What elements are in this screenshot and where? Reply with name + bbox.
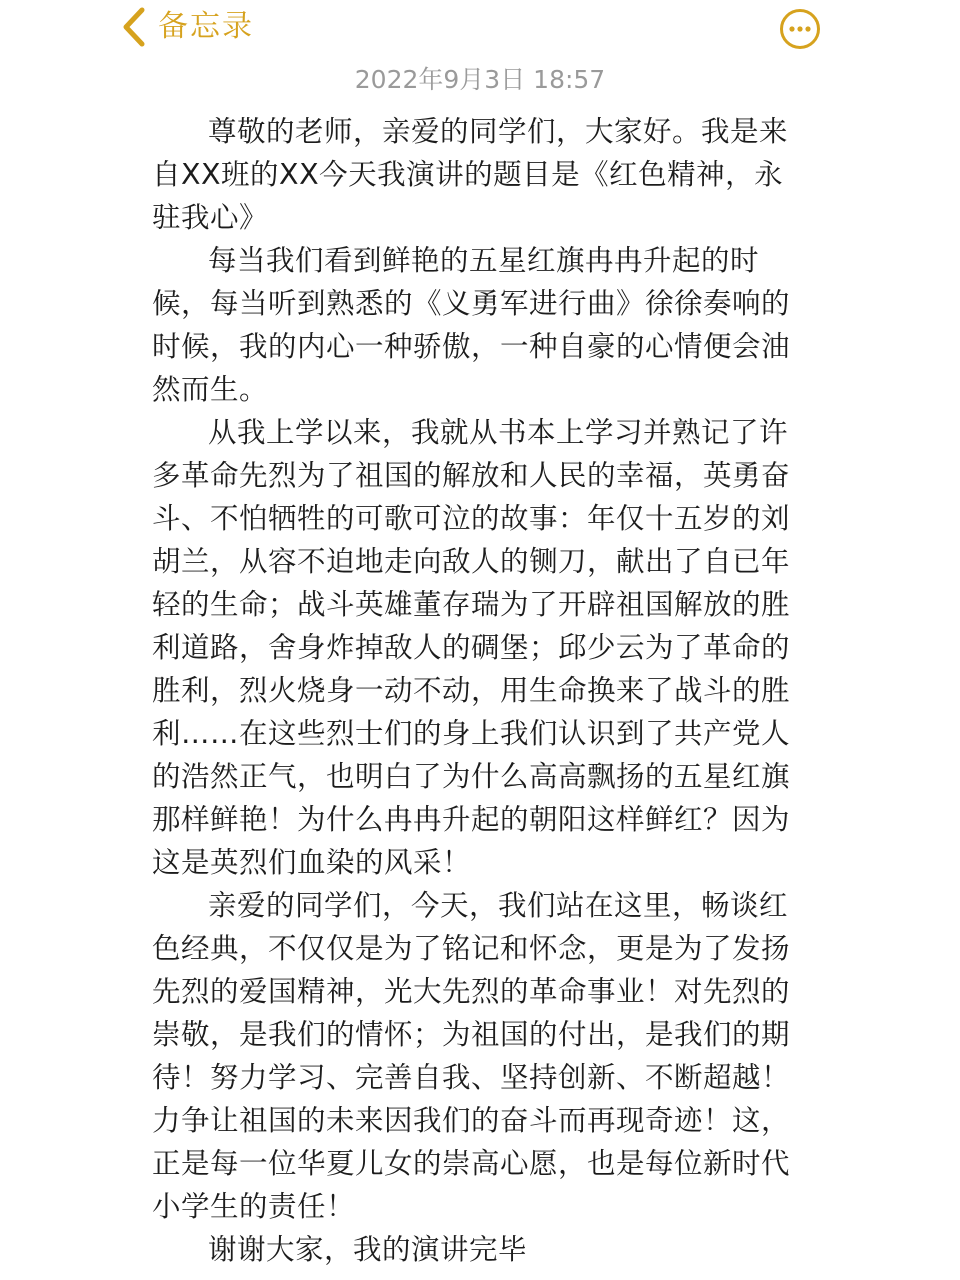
note-paragraph: 每当我们看到鲜艳的五星红旗冉冉升起的时候，每当听到熟悉的《义勇军进行曲》徐徐奏响的时候，我的内心一种骄傲，一种自豪的心情便会油然而生。 (152, 244, 791, 406)
note-paragraph: 从我上学以来，我就从书本上学习并熟记了许多革命先烈为了祖国的解放和人民的幸福，英勇奋斗、不怕牺牲的可歌可泣的故事：年仅十五岁的刘胡兰，从容不迫地走向敌人的铡刀，献出了自已年轻的生命；战斗英雄董存瑞为了开辟祖国解放的胜利道路，舍身炸掉敌人的碉堡；邱少云为了革命的胜利，烈火烧身一动不动，用生命换来了战斗的胜利……在这些烈士们的身上我们认识到了共产党人的浩然正气，也明白了为什么高高飘扬的五星红旗那样鲜艳！为什么冉冉升起的朝阳这样鲜红？因为这是英烈们血染的风采！ (152, 416, 791, 879)
navigation-bar (0, 0, 960, 56)
note-paragraph: 谢谢大家，我的演讲完毕 (208, 1233, 528, 1266)
ellipsis-circle-icon (779, 8, 821, 50)
back-button-label: 备忘录 (158, 9, 254, 44)
note-body[interactable] (152, 110, 802, 1271)
note-paragraph: 亲爱的同学们，今天，我们站在这里，畅谈红色经典，不仅仅是为了铭记和怀念，更是为了发扬先烈的爱国精神，光大先烈的革命事业！对先烈的崇敬，是我们的情怀；为祖国的付出，是我们的期待！努力学习、完善自我、坚持创新、不断超越！力争让祖国的未来因我们的奋斗而再现奇迹！这，正是每一位华夏儿女的崇高心愿，也是每位新时代小学生的责任！ (152, 889, 791, 1223)
back-button[interactable] (118, 4, 254, 50)
chevron-left-icon (118, 5, 152, 49)
note-timestamp: 2022年9月3日 18:57 (354, 65, 606, 94)
more-options-button[interactable] (779, 8, 821, 50)
note-paragraph: 尊敬的老师，亲爱的同学们，大家好。我是来自XX班的XX今天我演讲的题目是《红色精神，永驻我心》 (152, 115, 789, 234)
